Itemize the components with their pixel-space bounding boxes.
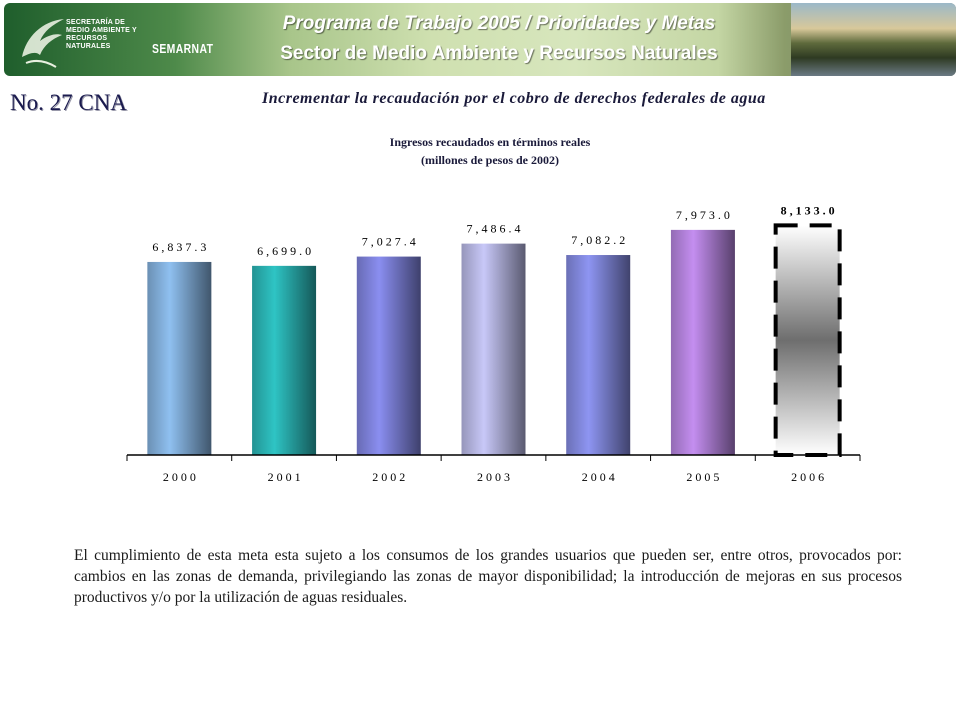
header-banner bbox=[4, 3, 956, 76]
data-label-0: 6 , 8 3 7 . 3 bbox=[152, 239, 207, 254]
footnote-text: El cumplimiento de esta meta esta sujeto a los consumos de los grandes usuarios que pueden ser, entre otros, provocados por: cambios en las zonas de demanda, privilegiando las zonas de mayor disponibilidad; la introducción de mejoras en sus procesos productivos y/o por la utilización de aguas residuales. bbox=[74, 547, 902, 606]
bar-4 bbox=[566, 255, 630, 455]
x-tick-label-1: 2 0 0 1 bbox=[267, 470, 301, 484]
data-label-4: 7 , 0 8 2 . 2 bbox=[571, 233, 626, 248]
bar-1 bbox=[252, 266, 316, 455]
bar-0 bbox=[147, 262, 211, 455]
data-label-6: 8 , 1 3 3 . 0 bbox=[780, 203, 835, 218]
x-tick-label-6: 2 0 0 6 bbox=[791, 470, 825, 484]
x-tick-label-4: 2 0 0 4 bbox=[581, 470, 615, 484]
bar-5 bbox=[671, 230, 735, 455]
bar-3 bbox=[462, 244, 526, 455]
chart-title: Ingresos recaudados en términos reales bbox=[389, 135, 591, 149]
x-tick-label-3: 2 0 0 3 bbox=[477, 470, 510, 484]
x-tick-label-0: 2 0 0 0 bbox=[162, 470, 196, 484]
data-label-2: 7 , 0 2 7 . 4 bbox=[361, 234, 416, 249]
goal-title: Incrementar la recaudación por el cobro de derechos federales de agua bbox=[262, 90, 766, 107]
page-subtitle: Sector de Medio Ambiente y Recursos Naturales bbox=[280, 43, 718, 64]
logo-text: SECRETARÍA DE MEDIO AMBIENTE Y RECURSOS NATURALES bbox=[66, 19, 137, 50]
footnote bbox=[74, 545, 902, 608]
chart-title-block bbox=[290, 133, 690, 169]
x-tick-label-2: 2 0 0 2 bbox=[372, 470, 406, 484]
eagle-emblem-icon bbox=[12, 7, 72, 73]
bar-6-projected bbox=[776, 225, 840, 455]
x-tick-label-5: 2 0 0 5 bbox=[686, 470, 720, 484]
data-label-5: 7 , 9 7 3 . 0 bbox=[675, 207, 730, 222]
brand-name: SEMARNAT bbox=[152, 41, 214, 56]
bar-2 bbox=[357, 257, 421, 455]
indicator-id: No. 27 CNA bbox=[10, 90, 127, 115]
landscape-image bbox=[791, 3, 956, 76]
data-label-3: 7 , 4 8 6 . 4 bbox=[466, 221, 521, 236]
semarnat-logo bbox=[12, 7, 214, 73]
chart-subtitle: (millones de pesos de 2002) bbox=[421, 153, 559, 167]
page-title: Programa de Trabajo 2005 / Prioridades y Metas bbox=[282, 13, 716, 34]
data-label-1: 6 , 6 9 9 . 0 bbox=[257, 243, 312, 258]
